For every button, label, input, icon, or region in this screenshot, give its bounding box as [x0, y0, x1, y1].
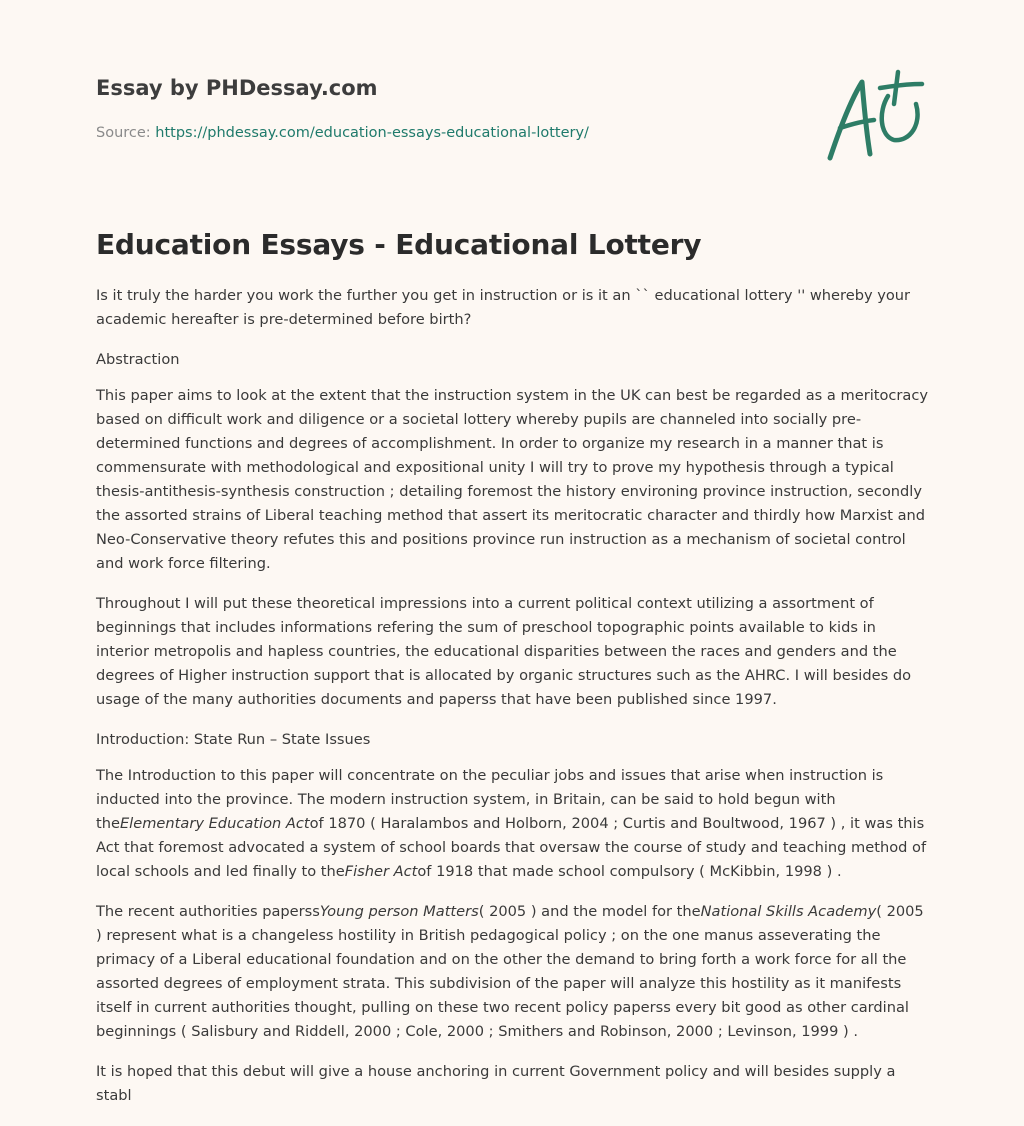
section-heading-abstraction: Abstraction — [96, 351, 180, 368]
source-link[interactable]: https://phdessay.com/education-essays-educational-lottery/ — [155, 125, 589, 141]
text-run: ( 2005 ) and the model for the — [478, 903, 701, 920]
italic-title: Elementary Education Act — [119, 815, 310, 832]
paragraph-introduction — [96, 764, 932, 884]
paragraph-policy — [96, 900, 932, 1044]
paragraph-context: Throughout I will put these theoretical impressions into a current political context utilizing a assortment of beginnings that includes informations refering the sum of preschool topographic points available to kids in interior metropolis and hapless countries, the educational disparities between the races and genders and the degrees of Higher instruction support that is allocated by organic structures such as the AHRC. I will besides do usage of the many authorities documents and paperss that have been published since 1997. — [96, 595, 912, 708]
source-line — [96, 125, 589, 141]
site-title: Essay by PHDessay.com — [96, 76, 378, 100]
essay-title: Education Essays - Educational Lottery — [96, 228, 702, 261]
text-run: of 1918 that made school compulsory ( McKibbin, 1998 ) . — [417, 863, 842, 880]
paragraph-abstract: This paper aims to look at the extent that the instruction system in the UK can best be regarded as a meritocracy based on difficult work and diligence or a societal lottery whereby pupils are channeled into socially pre-determined functions and degrees of accomplishment. In order to organize my research in a manner that is commensurate with methodological and expositional unity I will try to prove my hypothesis through a typical thesis-antithesis-synthesis construction ; detailing foremost the history environing province instruction, secondly the assorted strains of Liberal teaching method that assert its meritocratic character and thirdly how Marxist and Neo-Conservative theory refutes this and positions province run instruction as a mechanism of societal control and work force filtering. — [96, 387, 929, 572]
italic-title: Fisher Act — [344, 863, 418, 880]
section-heading-introduction: Introduction: State Run – State Issues — [96, 731, 371, 748]
text-run: of 1870 ( Haralambos and Holborn, 2004 ; Curtis and Boultwood, 1967 ) , it was this Act that foremost advocated a system of school boards that oversaw the course of study and teaching method of local schools and led finally to the — [96, 815, 927, 880]
essay-body — [96, 284, 932, 1124]
text-run: The recent authorities paperss — [96, 903, 320, 920]
source-label: Source: — [96, 125, 151, 141]
paragraph-question: Is it truly the harder you work the further you get in instruction or is it an `` educational lottery '' whereby your academic hereafter is pre-determined before birth? — [96, 287, 911, 328]
italic-title: Young person Matters — [319, 903, 479, 920]
paragraph-truncated: It is hoped that this debut will give a house anchoring in current Government policy and will besides supply a stabl — [96, 1063, 896, 1104]
a-plus-logo-icon — [818, 66, 930, 166]
text-run: The Introduction to this paper will concentrate on the peculiar jobs and issues that arise when instruction is inducted into the province. The modern instruction system, in Britain, can be said to hold begun with the — [96, 767, 884, 832]
text-run: ( 2005 ) represent what is a changeless hostility in British pedagogical policy ; on the one manus asseverating the primacy of a Liberal educational foundation and on the other the demand to bring forth a work force for all the assorted degrees of employment strata. This subdivision of the paper will analyze this hostility as it manifests itself in current authorities thought, pulling on these two recent policy paperss every bit good as other cardinal beginnings ( Salisbury and Riddell, 2000 ; Cole, 2000 ; Smithers and Robinson, 2000 ; Levinson, 1999 ) . — [96, 903, 924, 1040]
italic-title: National Skills Academy — [700, 903, 877, 920]
